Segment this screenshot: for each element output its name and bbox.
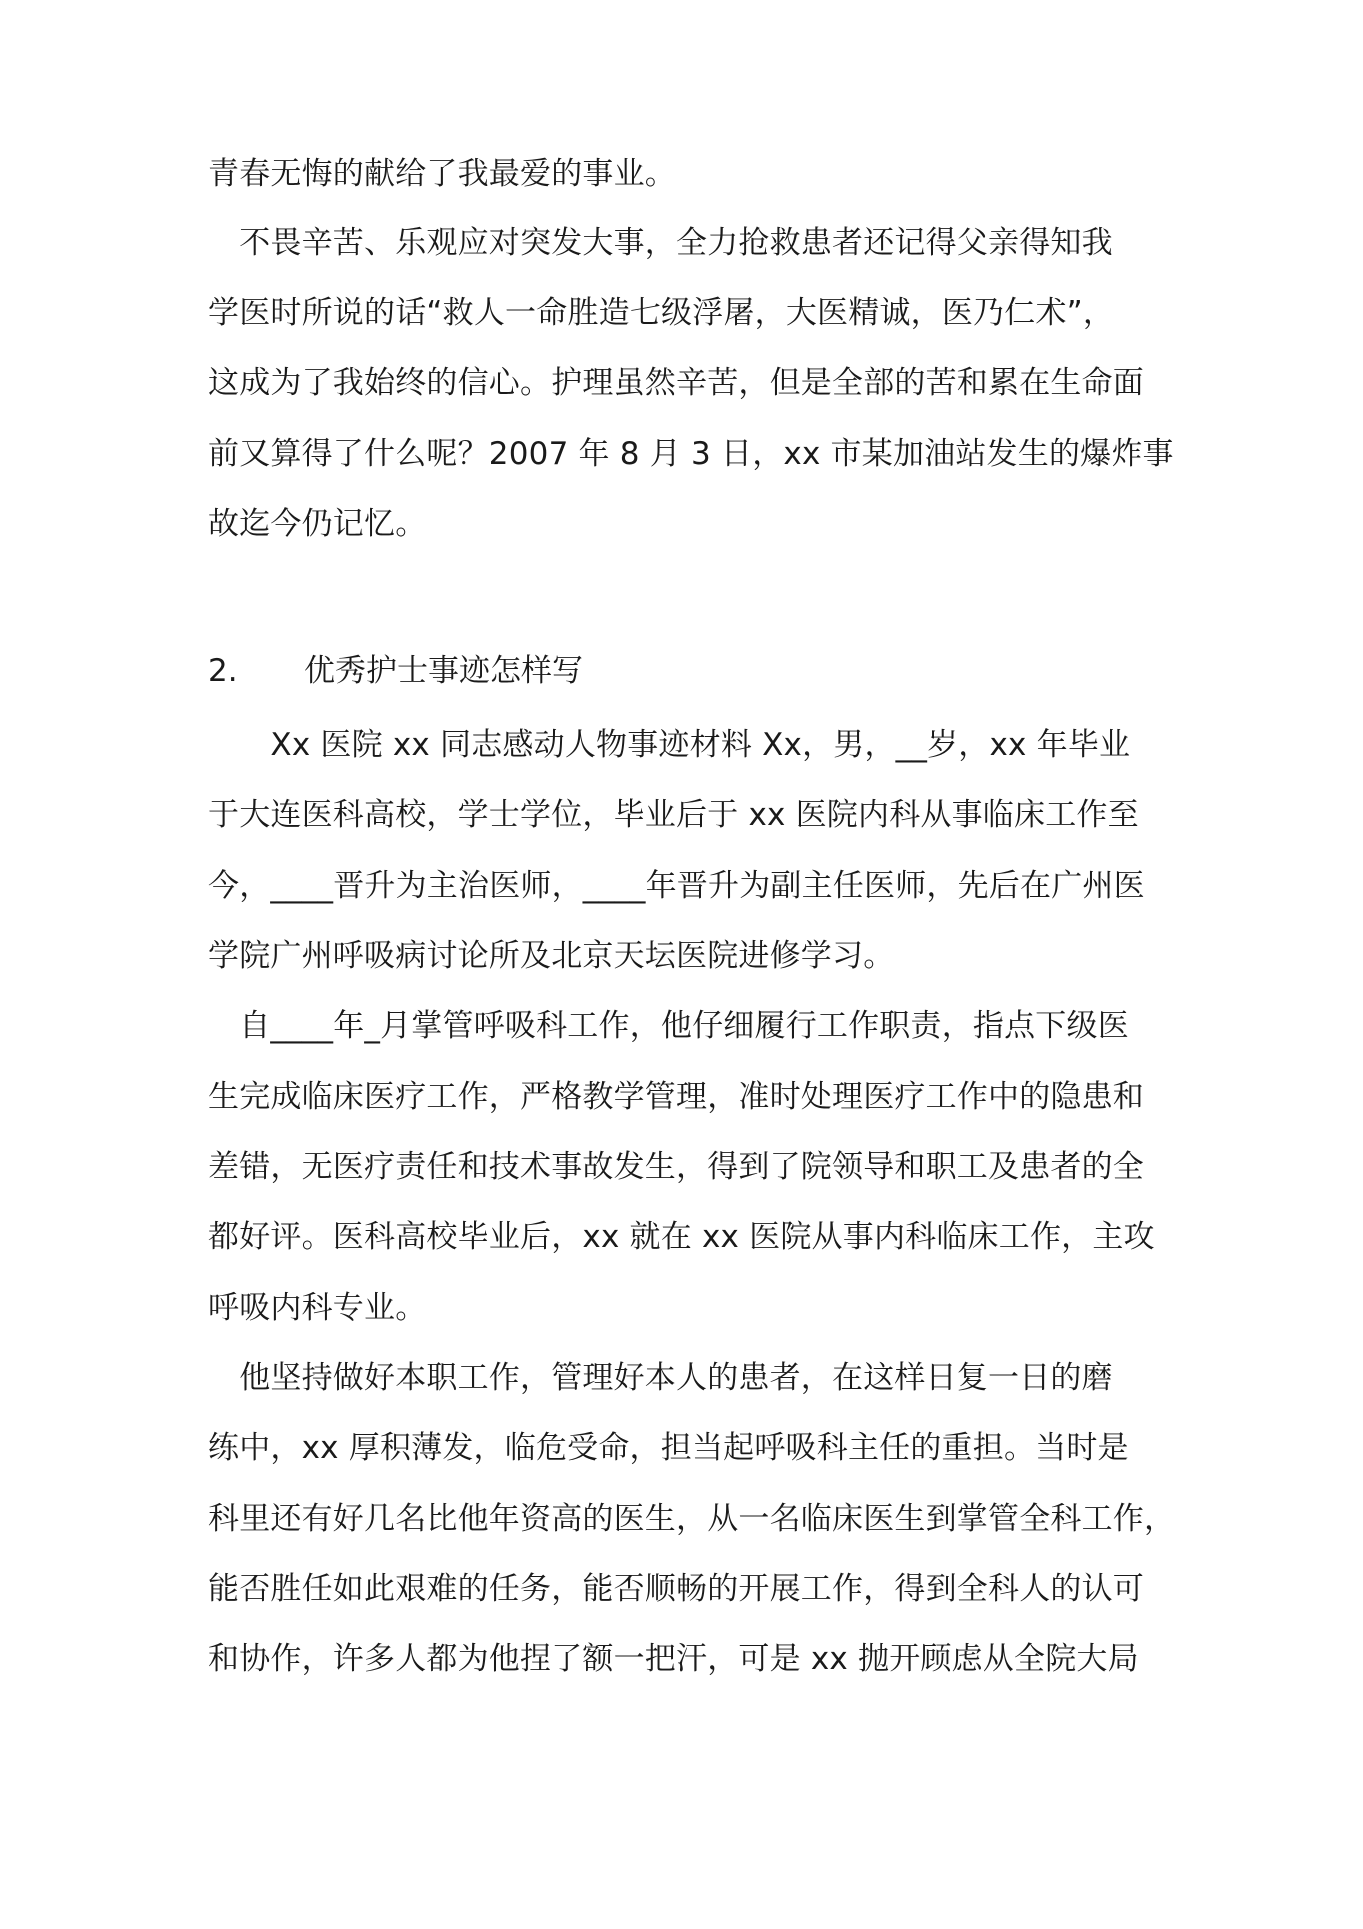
text-line: 练中，xx 厚积薄发，临危受命，担当起呼吸科主任的重担。当时是 xyxy=(208,1430,1129,1466)
text-line: 前又算得了什么呢？2007 年 8 月 3 日，xx 市某加油站发生的爆炸事 xyxy=(208,436,1174,472)
text-line: 差错，无医疗责任和技术事故发生，得到了院领导和职工及患者的全 xyxy=(208,1149,1144,1185)
text-line: 能否胜任如此艰难的任务，能否顺畅的开展工作，得到全科人的认可 xyxy=(208,1571,1144,1607)
text-line: 都好评。医科高校毕业后，xx 就在 xx 医院从事内科临床工作，主攻 xyxy=(208,1219,1155,1255)
text-line: 于大连医科高校，学士学位，毕业后于 xx 医院内科从事临床工作至 xyxy=(208,797,1139,833)
text-line: 他坚持做好本职工作，管理好本人的患者，在这样日复一日的磨 xyxy=(208,1360,1113,1396)
text-line: 不畏辛苦、乐观应对突发大事，全力抢救患者还记得父亲得知我 xyxy=(208,225,1113,261)
text-line: 今，____晋升为主治医师，____年晋升为副主任医师，先后在广州医 xyxy=(208,868,1145,904)
text-line: 学医时所说的话“救人一命胜造七级浮屠，大医精诚，医乃仁术”， xyxy=(208,295,1115,331)
text-line: 自____年_月掌管呼吸科工作，他仔细履行工作职责，指点下级医 xyxy=(208,1008,1129,1044)
text-line: 生完成临床医疗工作，严格教学管理，准时处理医疗工作中的隐患和 xyxy=(208,1079,1144,1115)
text-line: 这成为了我始终的信心。护理虽然辛苦，但是全部的苦和累在生命面 xyxy=(208,365,1144,401)
text-line: 青春无悔的献给了我最爱的事业。 xyxy=(208,156,676,192)
text-line: 科里还有好几名比他年资高的医生，从一名临床医生到掌管全科工作， xyxy=(208,1501,1176,1537)
text-line: 呼吸内科专业。 xyxy=(208,1290,427,1326)
text-line: 和协作，许多人都为他捏了额一把汗，可是 xx 抛开顾虑从全院大局 xyxy=(208,1641,1139,1677)
text-line: 故迄今仍记忆。 xyxy=(208,506,427,542)
text-line: Xx 医院 xx 同志感动人物事迹材料 Xx，男，__岁，xx 年毕业 xyxy=(208,727,1131,763)
text-line: 学院广州呼吸病讨论所及北京天坛医院进修学习。 xyxy=(208,938,895,974)
section-number: 2. xyxy=(208,653,238,689)
section-heading: 优秀护士事迹怎样写 xyxy=(304,653,583,689)
